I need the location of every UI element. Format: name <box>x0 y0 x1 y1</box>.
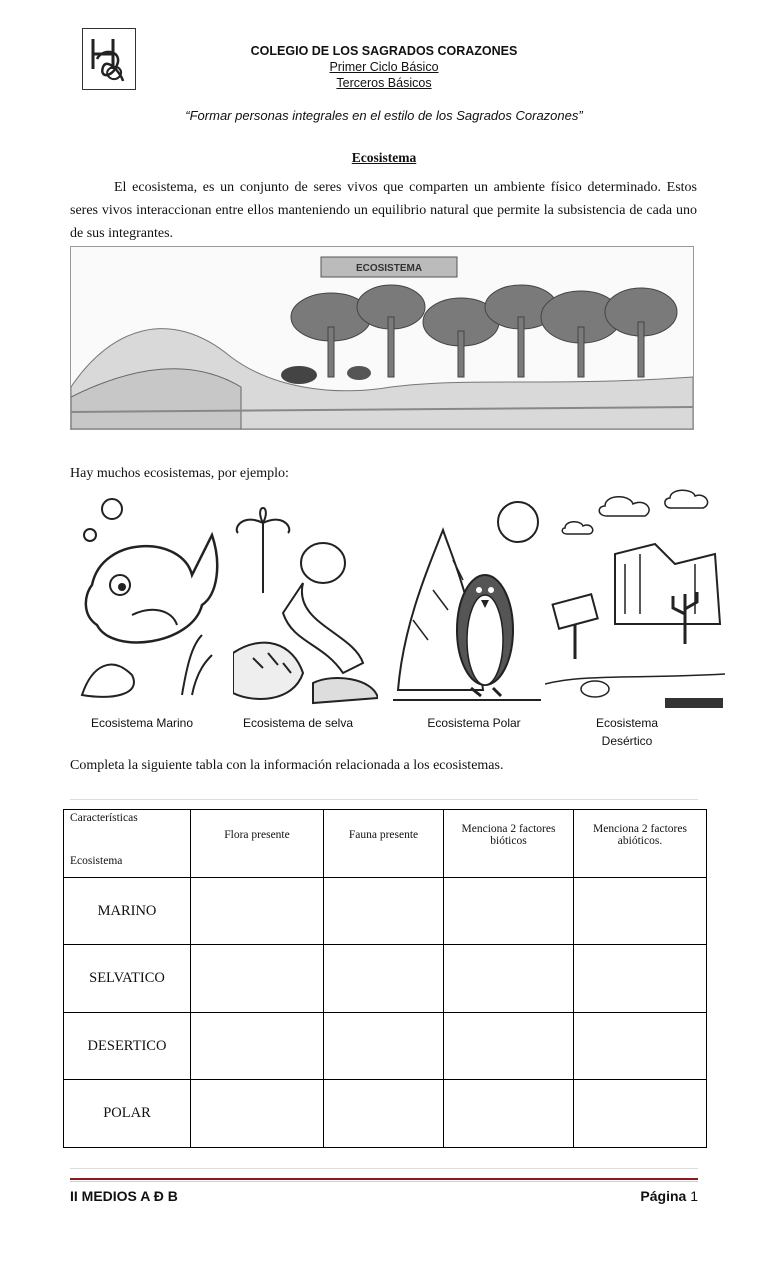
column-header-flora: Flora presente <box>191 810 324 878</box>
answer-cell[interactable] <box>574 878 707 945</box>
ecosystem-table <box>63 809 707 1148</box>
examples-intro: Hay muchos ecosistemas, por ejemplo: <box>70 466 289 481</box>
footer-rule <box>70 1178 698 1180</box>
table-instruction: Completa la siguiente tabla con la información relacionada a los ecosistemas. <box>70 758 504 773</box>
footer-rule-shadow <box>70 1181 698 1182</box>
column-header-fauna: Fauna presente <box>324 810 444 878</box>
row-label-selvatico: SELVATICO <box>64 945 191 1013</box>
answer-cell[interactable] <box>191 1080 324 1148</box>
caption-jungle: Ecosistema de selva <box>242 716 354 730</box>
answer-cell[interactable] <box>444 878 574 945</box>
answer-cell[interactable] <box>444 1080 574 1148</box>
column-header-abiotic: Menciona 2 factores abióticos. <box>574 810 707 878</box>
banner-label: ECOSISTEMA <box>355 263 423 274</box>
table-row <box>64 945 707 1013</box>
table-row <box>64 1080 707 1148</box>
corner-top-label: Características <box>70 812 138 824</box>
answer-cell[interactable] <box>324 1013 444 1080</box>
caption-desert-line1: Ecosistema <box>595 716 659 730</box>
answer-cell[interactable] <box>191 945 324 1013</box>
page-title: Ecosistema <box>351 150 417 165</box>
table-corner-cell <box>64 810 191 878</box>
caption-desert-line2: Desértico <box>601 734 653 748</box>
corner-bottom-label: Ecosistema <box>70 855 123 867</box>
school-name: COLEGIO DE LOS SAGRADOS CORAZONES <box>250 44 518 58</box>
divider <box>70 799 698 800</box>
table-row <box>64 878 707 945</box>
answer-cell[interactable] <box>191 878 324 945</box>
desert-ecosystem-image <box>545 484 725 714</box>
answer-cell[interactable] <box>191 1013 324 1080</box>
footer-divider-light <box>70 1168 698 1169</box>
footer-page <box>640 1188 698 1204</box>
caption-polar: Ecosistema Polar <box>427 716 521 730</box>
column-header-biotic: Menciona 2 factores bióticos <box>444 810 574 878</box>
marine-ecosystem-image <box>72 495 222 705</box>
answer-cell[interactable] <box>324 878 444 945</box>
jungle-ecosystem-image <box>233 503 378 708</box>
row-label-desertico: DESERTICO <box>64 1013 191 1080</box>
grade-label: Terceros Básicos <box>336 76 432 90</box>
caption-marine: Ecosistema Marino <box>90 716 194 730</box>
answer-cell[interactable] <box>574 1013 707 1080</box>
answer-cell[interactable] <box>574 1080 707 1148</box>
footer-page-label: Página <box>640 1188 687 1204</box>
intro-paragraph: El ecosistema, es un conjunto de seres vivos que comparten un ambiente físico determinado. Estos seres vivos interaccionan entre ellos manteniendo un equilibrio natural que permite la subsistencia de cada uno de sus integrantes. <box>70 180 697 241</box>
cycle-label: Primer Ciclo Básico <box>329 60 439 74</box>
footer-course: II MEDIOS A Ð B <box>70 1188 178 1204</box>
row-label-marino: MARINO <box>64 878 191 945</box>
polar-ecosystem-image <box>393 500 541 708</box>
row-label-polar: POLAR <box>64 1080 191 1148</box>
table-row <box>64 1013 707 1080</box>
answer-cell[interactable] <box>444 945 574 1013</box>
motto: “Formar personas integrales en el estilo de los Sagrados Corazones” <box>185 108 583 123</box>
answer-cell[interactable] <box>324 1080 444 1148</box>
answer-cell[interactable] <box>324 945 444 1013</box>
answer-cell[interactable] <box>574 945 707 1013</box>
ecosystem-banner-image <box>70 246 694 430</box>
table-header-row <box>64 810 707 878</box>
answer-cell[interactable] <box>444 1013 574 1080</box>
footer-page-number: 1 <box>690 1188 698 1204</box>
